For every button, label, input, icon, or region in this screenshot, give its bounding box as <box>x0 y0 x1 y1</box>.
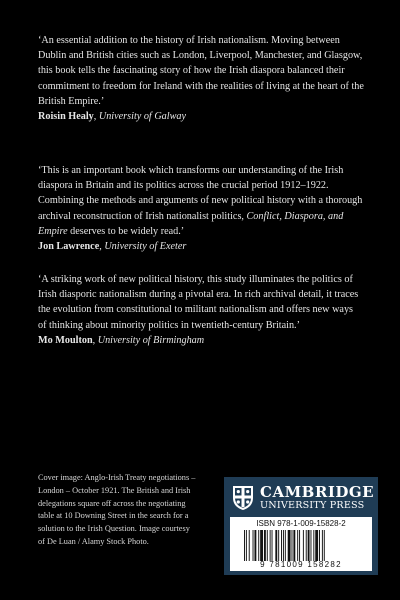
endorsement-quote-text: deserves to be widely read.’ <box>67 225 185 237</box>
barcode <box>244 530 366 561</box>
book-title: Conflict, Diaspora, and Empire <box>38 210 344 237</box>
endorser-affiliation: University of Galway <box>98 111 187 123</box>
endorsement-attribution: Jon Lawrence, University of Exeter <box>38 241 187 253</box>
barcode-digits: 9 781009 158282 <box>260 560 342 569</box>
cambridge-crest-icon <box>232 485 254 511</box>
barcode-bar <box>306 530 307 561</box>
barcode-bar <box>267 530 268 561</box>
barcode-bar <box>253 530 254 561</box>
endorser-affiliation: University of Birmingham <box>97 334 205 346</box>
barcode-bar <box>275 530 277 561</box>
publisher-name-line2: UNIVERSITY PRESS <box>260 500 365 511</box>
barcode-bar <box>308 530 310 561</box>
barcode-bar <box>293 530 295 561</box>
barcode-bar <box>322 530 323 561</box>
endorsement-3 <box>38 272 364 348</box>
barcode-bar <box>324 530 325 561</box>
endorser-name: Jon Lawrence <box>38 241 100 253</box>
barcode-bar <box>254 530 256 561</box>
barcode-bar <box>315 530 318 561</box>
endorser-name: Mo Moulton <box>38 334 93 346</box>
endorsement-quote-text: ‘This is an important book which transforms our understanding of the Irish diaspora in Britain and its politics across the crucial period 1912–1922. Combining the methods and arguments of new political history with a thorough archival reconstruction of Irish nationalist politics, <box>38 165 363 222</box>
endorsement-quote: ‘An essential addition to the history of Irish nationalism. Moving between Dublin and British cities such as London, Liverpool, Manchester, and Glasgow, this book tells the fascinating story of how the Irish diaspora balanced their commitment to freedom for Ireland with the realities of living at the heart of the British Empire.’ <box>38 35 364 107</box>
barcode-bar <box>281 530 282 561</box>
endorsement-quote <box>38 163 364 239</box>
barcode-bar <box>299 530 300 561</box>
publisher-name <box>260 484 374 512</box>
barcode-bar <box>272 530 273 561</box>
barcode-bar <box>278 530 279 561</box>
barcode-bar <box>258 530 259 561</box>
endorsement-attribution: Roisin Healy, University of Galway <box>38 111 187 123</box>
barcode-bar <box>270 530 271 561</box>
barcode-bar <box>249 530 250 561</box>
barcode-bar <box>244 530 245 561</box>
endorsement-quote: ‘A striking work of new political history, this study illuminates the politics of Irish diasporic nationalism during a pivotal era. In rich archival detail, it traces the evolution from constitutional to militant nationalism and offers new ways of thinking about minority politics in twentieth-century Britain.’ <box>38 274 359 331</box>
endorser-name: Roisin Healy <box>38 111 94 123</box>
barcode-bar <box>264 530 266 561</box>
barcode-bar <box>260 530 263 561</box>
endorsement-attribution: Mo Moulton, University of Birmingham <box>38 334 205 346</box>
endorser-affiliation: University of Exeter <box>104 241 187 253</box>
cover-image-credit: Cover image: Anglo-Irish Treaty negotiations – London – October 1921. The British and Irish delegations square off across the negotiating table at 10 Downing Street in the search for a solution to the Irish Question. Image courtesy of De Luan / Alamy Stock Photo. <box>38 473 196 546</box>
barcode-bar <box>246 530 247 561</box>
barcode-panel <box>230 517 372 571</box>
publisher-box <box>224 477 378 575</box>
barcode-bar <box>292 530 293 561</box>
publisher-name-line1: CAMBRIDGE <box>260 483 375 501</box>
barcode-bar <box>285 530 286 561</box>
endorsement-2 <box>38 163 364 254</box>
barcode-bar <box>283 530 284 561</box>
barcode-bar <box>297 530 298 561</box>
isbn-label: ISBN 978-1-009-15828-2 <box>256 519 346 528</box>
barcode-bar <box>288 530 291 561</box>
barcode-bar <box>311 530 312 561</box>
barcode-bar <box>303 530 304 561</box>
barcode-bar <box>319 530 320 561</box>
barcode-bar <box>313 530 314 561</box>
endorsement-1 <box>38 33 364 124</box>
